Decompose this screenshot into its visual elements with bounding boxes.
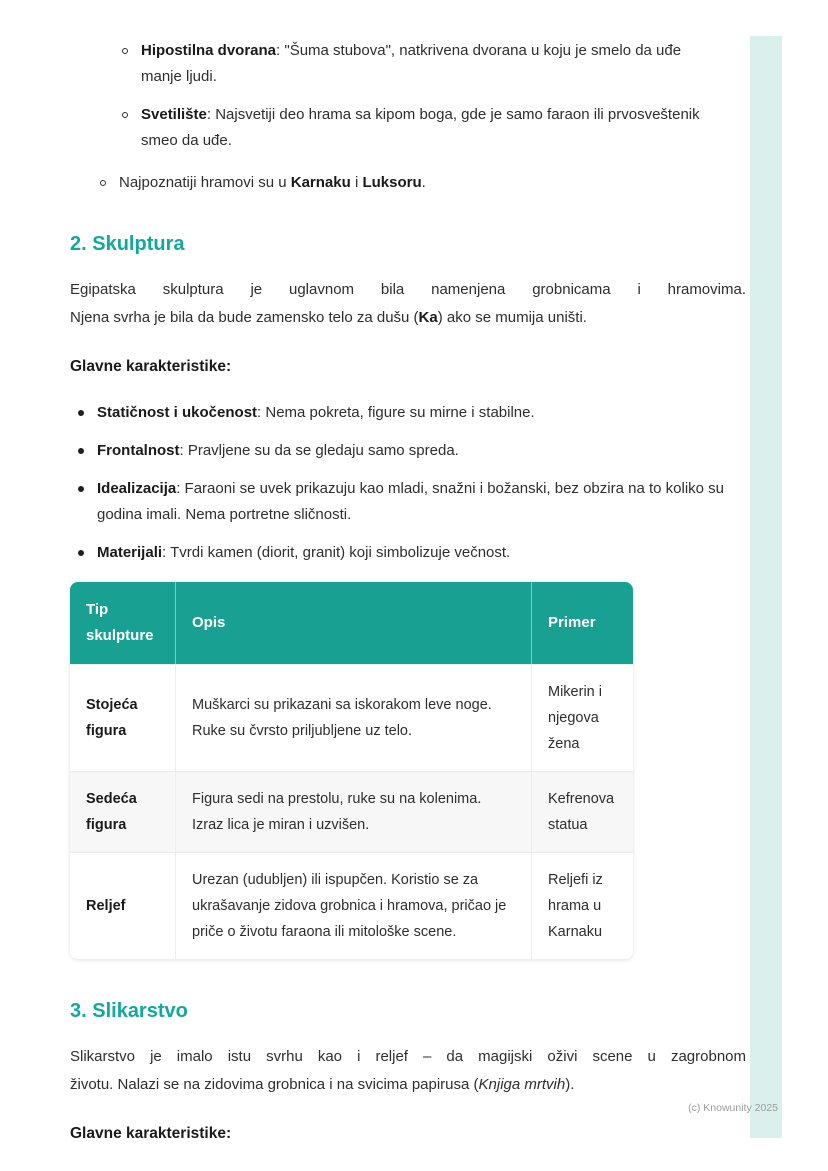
bullet-circle-icon (122, 48, 128, 54)
text-segment: Egipatska skulptura je uglavnom bila namenjena grobnicama i hramovima. (70, 281, 746, 298)
list-item-text (97, 540, 510, 566)
text-segment: : Pravljene su da se gledaju samo spreda. (179, 442, 459, 459)
bold-term: Karnaku (290, 174, 351, 191)
characteristics-subheading: Glavne karakteristike: (70, 1125, 232, 1142)
text-segment: Najpoznatiji hramovi su u (119, 174, 291, 191)
table-cell-primer: Mikerin i njegova žena (531, 664, 633, 771)
table-row (70, 771, 633, 852)
bold-term: Hipostilna dvorana (141, 42, 277, 59)
characteristic-item (78, 400, 746, 426)
italic-term: Knjiga mrtvih (478, 1076, 566, 1093)
table-header-primer: Primer (531, 582, 633, 664)
bullet-disc-icon (78, 448, 84, 454)
bullet-disc-icon (78, 486, 84, 492)
list-item-text (97, 438, 459, 464)
list-item-text (97, 400, 535, 426)
bold-term: Svetilište (141, 106, 207, 123)
text-segment: Njena svrha je bila da bude zamensko telo za dušu ( (70, 309, 419, 326)
list-item-text (141, 102, 713, 154)
characteristic-item (78, 438, 746, 464)
list-item-temples-note (100, 170, 746, 196)
bullet-circle-icon (100, 180, 106, 186)
text-segment: . (421, 174, 426, 191)
list-item-text (141, 38, 713, 90)
section-heading-slikarstvo: 3. Slikarstvo (70, 1000, 188, 1022)
table-header-opis: Opis (175, 582, 531, 664)
paragraph-line (70, 1071, 746, 1099)
list-item-text (97, 476, 737, 528)
scrollbar-track[interactable] (750, 36, 782, 1138)
table-cell-opis: Urezan (udubljen) ili ispupčen. Koristio se za ukrašavanje zidova grobnica i hramova, pričao je priče o životu faraona ili mitološke scene. (175, 852, 531, 959)
bold-term: Frontalnost (97, 442, 180, 459)
text-segment: : "Šuma stubova", natkrivena dvorana u koju je smelo da uđe manje ljudi. (141, 42, 682, 85)
text-segment: ) ako se mumija uništi. (437, 309, 587, 326)
sculpture-types-table-grid (70, 582, 633, 959)
table-row (70, 852, 633, 959)
bullet-disc-icon (78, 410, 84, 416)
table-cell-opis: Muškarci su prikazani sa iskorakom leve noge. Ruke su čvrsto priljubljene uz telo. (175, 664, 531, 771)
skulptura-intro-paragraph (70, 276, 746, 332)
copyright-note: (c) Knowunity 2025 (688, 1102, 778, 1114)
table-cell-primer: Reljefi iz hrama u Karnaku (531, 852, 633, 959)
table-cell-tip: Reljef (70, 852, 175, 959)
slikarstvo-intro-paragraph (70, 1043, 746, 1099)
text-segment: životu. Nalazi se na zidovima grobnica i na svicima papirusa ( (70, 1076, 479, 1093)
sculpture-types-table (70, 582, 633, 959)
text-segment: ). (565, 1076, 575, 1093)
text-segment: : Tvrdi kamen (diorit, granit) koji simbolizuje večnost. (162, 544, 511, 561)
section-heading-skulptura: 2. Skulptura (70, 233, 185, 255)
characteristic-item (78, 540, 746, 566)
bullet-circle-icon (122, 112, 128, 118)
table-cell-tip: Stojeća figura (70, 664, 175, 771)
text-segment: Slikarstvo je imalo istu svrhu kao i reljef – da magijski oživi scene u zagrobnom (70, 1048, 746, 1065)
table-cell-opis: Figura sedi na prestolu, ruke su na kolenima. Izraz lica je miran i uzvišen. (175, 771, 531, 852)
bullet-disc-icon (78, 550, 84, 556)
bold-term: Statičnost i ukočenost (97, 404, 258, 421)
table-cell-primer: Kefrenova statua (531, 771, 633, 852)
characteristics-subheading: Glavne karakteristike: (70, 358, 232, 375)
bold-term: Luksoru (362, 174, 422, 191)
bold-term: Materijali (97, 544, 163, 561)
bold-term: Ka (418, 309, 438, 326)
table-header-tip: Tip skulpture (70, 582, 175, 664)
paragraph-line (70, 304, 746, 332)
list-item-text (119, 170, 426, 196)
text-segment: : Nema pokreta, figure su mirne i stabilne. (257, 404, 535, 421)
table-cell-tip: Sedeća figura (70, 771, 175, 852)
characteristics-list (70, 400, 746, 566)
bold-term: Idealizacija (97, 480, 177, 497)
document-content (70, 38, 746, 1167)
text-segment: i (350, 174, 363, 191)
text-segment: : Faraoni se uvek prikazuju kao mladi, snažni i božanski, bez obzira na to koliko su godina imali. Nema portretne sličnosti. (97, 480, 724, 523)
table-header-row (70, 582, 633, 664)
list-item-hipostilna (122, 38, 746, 90)
text-segment: : Najsvetiji deo hrama sa kipom boga, gde je samo faraon ili prvosveštenik smeo da uđe. (141, 106, 700, 149)
list-item-svetiliste (122, 102, 746, 154)
characteristic-item (78, 476, 746, 528)
table-row (70, 664, 633, 771)
